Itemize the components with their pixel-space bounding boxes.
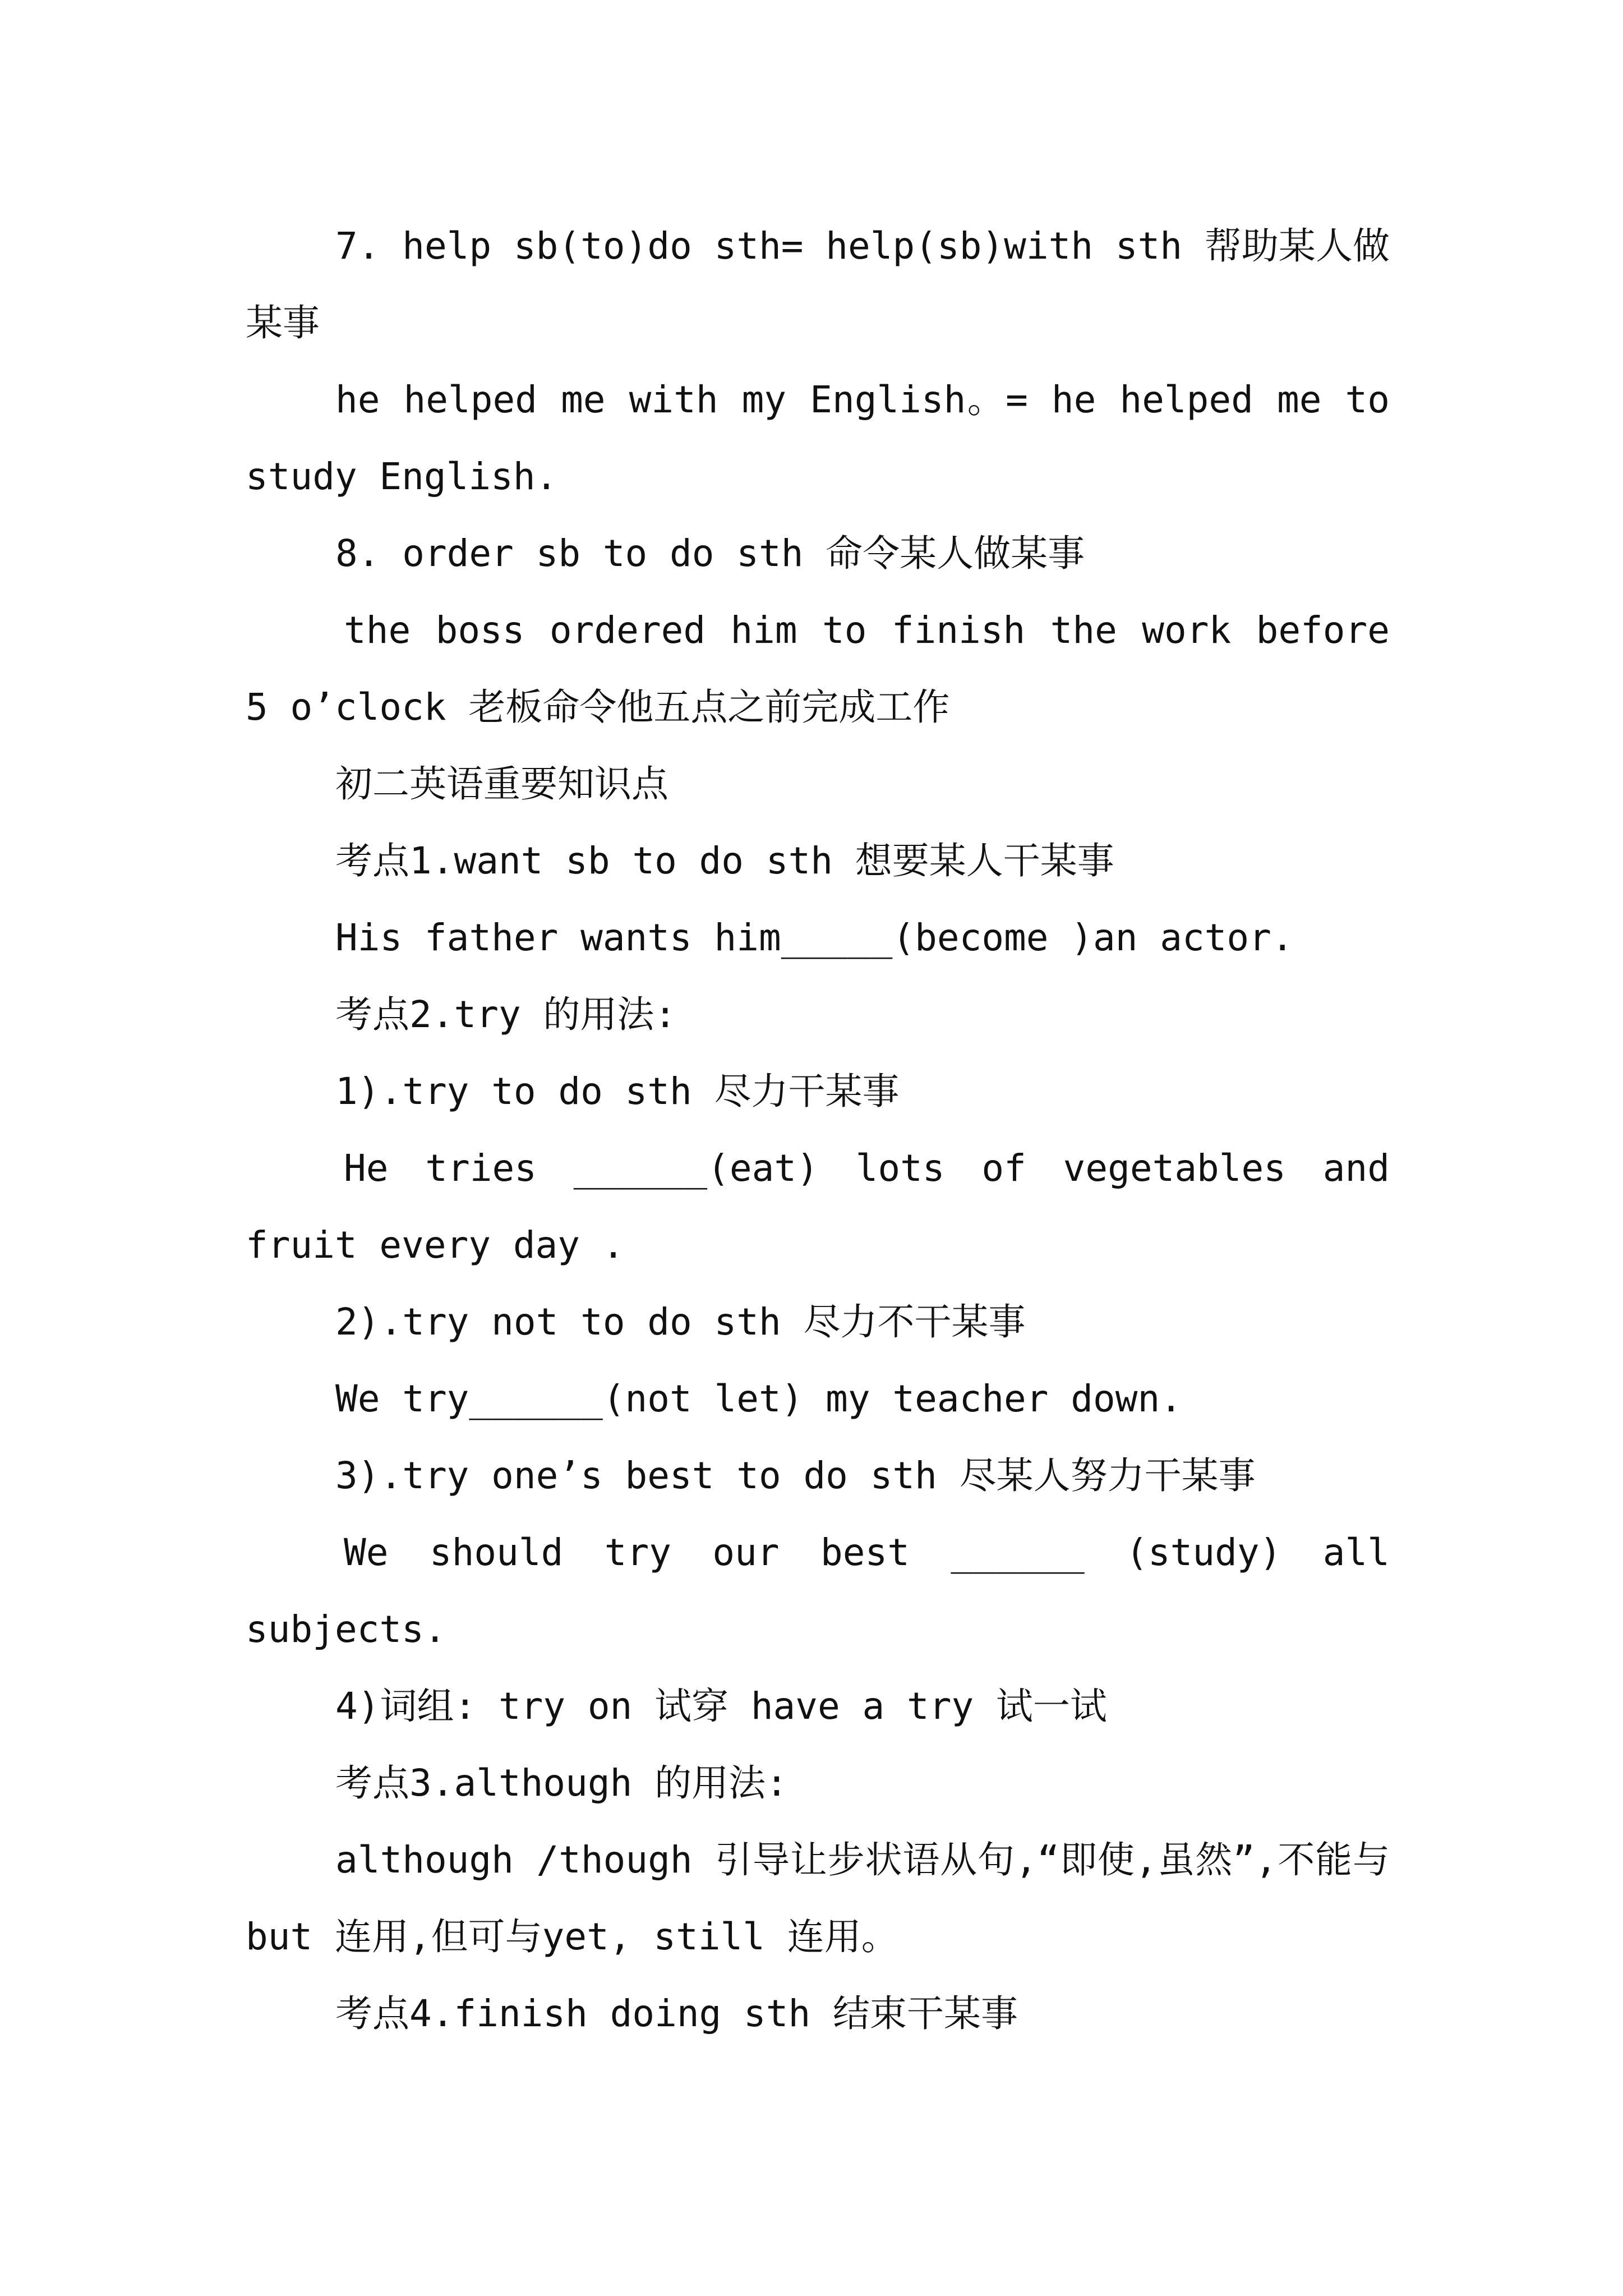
paragraph-try-to-example: He tries ______(eat) lots of vegetables and fruit every day . [246,1147,1390,1267]
paragraph-although-usage: although /though 引导让步状语从句,“即使,虽然”,不能与but 连用,但可与yet, still 连用。 [246,1838,1390,1958]
paragraph-point-1: 考点1.want sb to do sth 想要某人干某事 [335,839,1114,882]
paragraph-try-phrases: 4)词组: try on 试穿 have a try 试一试 [335,1685,1107,1728]
paragraph-try-best-example: We should try our best ______ (study) all subjects. [246,1531,1390,1651]
paragraph-order-phrase: 8. order sb to do sth 命令某人做某事 [335,532,1085,575]
paragraph-point-3: 考点3.although 的用法: [335,1761,788,1805]
paragraph-try-not-to: 2).try not to do sth 尽力不干某事 [335,1300,1026,1343]
paragraph-try-best: 3).try one’s best to do sth 尽某人努力干某事 [335,1454,1256,1497]
paragraph-point-4: 考点4.finish doing sth 结束干某事 [335,1992,1018,2035]
paragraph-try-not-to-example: We try______(not let) my teacher down. [335,1377,1182,1420]
paragraph-point-1-example: His father wants him_____(become )an actor. [335,916,1294,959]
paragraph-order-example: the boss ordered him to finish the work before 5 o’clock 老板命令他五点之前完成工作 [246,609,1390,729]
paragraph-help-phrase: 7. help sb(to)do sth= help(sb)with sth 帮助某人做某事 [246,224,1390,344]
paragraph-help-example: he helped me with my English。= he helped me to study English. [246,378,1390,498]
document-page [246,208,1390,2052]
section-heading: 初二英语重要知识点 [335,762,668,806]
paragraph-try-to: 1).try to do sth 尽力干某事 [335,1070,900,1113]
paragraph-point-2: 考点2.try 的用法: [335,993,677,1036]
